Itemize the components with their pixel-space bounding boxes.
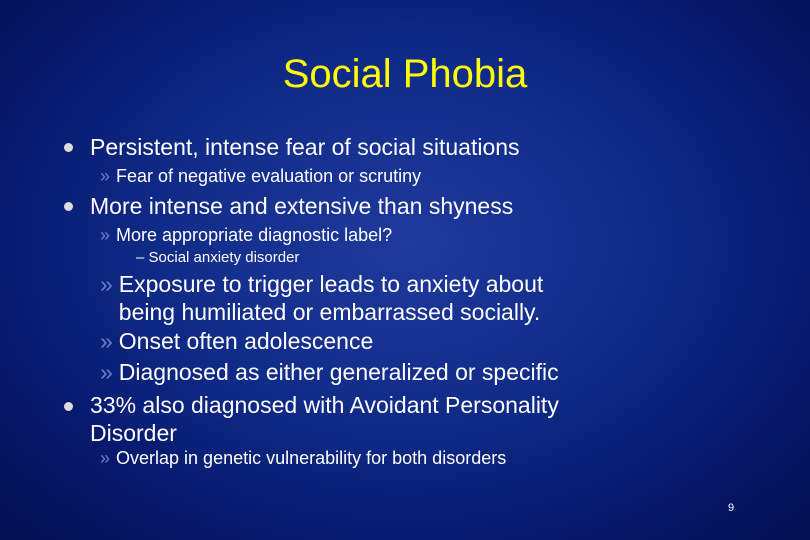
- sub-bullet-1-1: [100, 165, 421, 187]
- sub-bullet-text: Overlap in genetic vulnerability for both disorders: [116, 448, 507, 468]
- bullet-3-text-line-2: Disorder: [90, 420, 177, 446]
- bullet-2-text: More intense and extensive than shyness: [90, 193, 514, 219]
- bullet-3-text-line-1: 33% also diagnosed with Avoidant Personality: [90, 392, 559, 418]
- sub-bullet-marker: »: [100, 271, 113, 297]
- sub-bullet-marker: »: [100, 359, 113, 385]
- sub-bullet-text: Onset often adolescence: [118, 328, 374, 354]
- sub-bullet-marker: »: [100, 225, 111, 245]
- sub-bullet-text: Fear of negative evaluation or scrutiny: [116, 166, 422, 186]
- bullet-1-text: Persistent, intense fear of social situations: [90, 134, 520, 160]
- sub-bullet-2-4: [100, 358, 559, 386]
- sub-sub-bullet-2-1-1: [136, 249, 299, 267]
- sub-bullet-text-line-1: Exposure to trigger leads to anxiety about: [118, 271, 544, 297]
- page-number: 9: [728, 502, 735, 514]
- sub-sub-bullet-marker: –: [136, 249, 145, 266]
- sub-bullet-3-1: [100, 447, 506, 469]
- sub-bullet-2-3: [100, 327, 373, 355]
- sub-bullet-marker: »: [100, 328, 113, 354]
- sub-bullet-text-line-2: being humiliated or embarrassed socially.: [118, 299, 541, 325]
- bullet-dot-icon: [64, 402, 73, 411]
- bullet-dot-icon: [64, 202, 73, 211]
- sub-bullet-2-1: [100, 224, 392, 246]
- slide-title: Social Phobia: [282, 52, 528, 96]
- sub-bullet-marker: »: [100, 448, 111, 468]
- sub-bullet-marker: »: [100, 166, 111, 186]
- sub-bullet-2-2: [100, 270, 543, 326]
- sub-bullet-text: [119, 270, 543, 326]
- bullet-dot-icon: [64, 143, 73, 152]
- bullet-3-text: [90, 391, 559, 447]
- sub-bullet-text: More appropriate diagnostic label?: [116, 225, 393, 245]
- sub-bullet-text: Diagnosed as either generalized or specific: [118, 359, 559, 385]
- sub-sub-bullet-text: Social anxiety disorder: [148, 249, 300, 266]
